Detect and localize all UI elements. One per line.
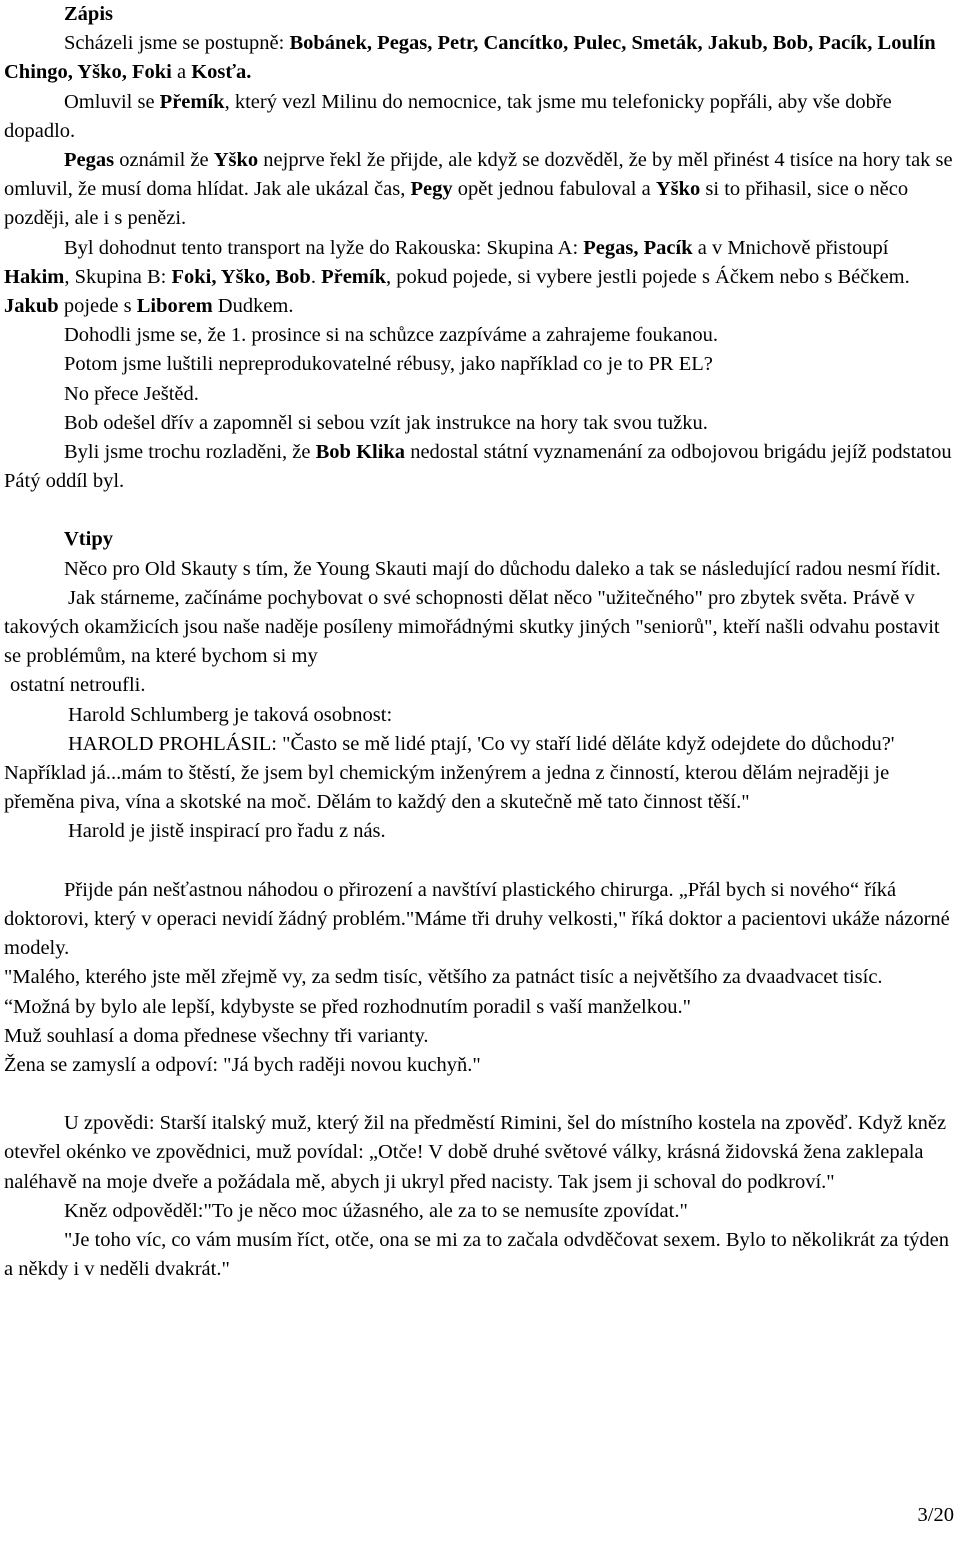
group-b-names: Foki, Yško, Bob [171, 265, 311, 288]
member-name: Přemík [159, 90, 225, 113]
member-name: Yško [655, 178, 701, 201]
section-heading-zapis: Zápis [64, 3, 113, 25]
text-run: Dudkem. [212, 295, 294, 318]
paragraph-apology [4, 88, 954, 146]
text-run: pojede s [58, 295, 137, 318]
text-run: Byl dohodnut tento transport na lyže do Rakouska: Skupina A: [64, 236, 584, 259]
paragraph-bob: Bob odešel dřív a zapomněl si sebou vzít jak instrukce na hory tak svou tužku. [64, 411, 708, 434]
text-run: oznámil že [114, 149, 214, 172]
joke-paragraph: Jak stárneme, začínáme pochybovat o své schopnosti dělat něco "užitečného" pro zbytek světa. Právě v takových okamžicích jsou naše naděje posíleny mimořádnými skutky jiných "seniorů", kteří našli odvahu postavit se problémům, na které bychom si my [4, 586, 940, 668]
text-run: , Skupina B: [64, 265, 172, 288]
paragraph-answer: No přece Ještěd. [64, 382, 199, 405]
member-name: Přemík [321, 265, 386, 288]
member-name: Pegas [64, 149, 115, 172]
joke-harold-intro: Harold Schlumberg je taková osobnost: [68, 703, 393, 726]
paragraph-rebus: Potom jsme luštili nepreprodukovatelné rébusy, jako například co je to PR EL? [64, 353, 713, 376]
text-run: nejprve řekl že přijde, ale když se dozvěděl, že by měl přinést 4 tisíce na hory tak se omluvil, že musí doma hlídat. Jak ale ukázal čas, [4, 149, 953, 201]
paragraph-transport [4, 234, 954, 322]
joke-surgeon-line: "Malého, kterého jste měl zřejmě vy, za sedm tisíc, většího za patnáct tisíc a největšího za dvaadvacet tisíc. [4, 966, 883, 989]
text-run: Omluvil se [64, 90, 160, 113]
joke-harold-outro: Harold je jistě inspirací pro řadu z nás. [68, 820, 386, 843]
text-run: si to přihasil, sice o něco později, ale i s penězi. [4, 178, 909, 230]
joke-intro: Něco pro Old Skauty s tím, že Young Skauti mají do důchodu daleko a tak se následující radou nesmí řídit. [64, 557, 941, 580]
member-name: Jakub [4, 295, 59, 318]
text-run: a v Mnichově přistoupí [692, 236, 889, 259]
joke-surgeon-line: Žena se zamyslí a odpoví: "Já bych raději novou kuchyň." [4, 1053, 481, 1076]
text-run: Scházeli jsme se postupně: [64, 32, 290, 55]
member-name: Bob Klika [315, 441, 406, 464]
spacer [4, 1080, 954, 1109]
page-number: 3/20 [917, 1504, 954, 1526]
member-name: Pegy [410, 178, 453, 201]
joke-confession: U zpovědi: Starší italský muž, který žil na předměstí Rimini, šel do místního kostela na zpověď. Když kněz otevřel okénko ve zpovědnici, muž povídal: „Otče! V době druhé světové války, krásná židovská žena zaklepala naléhavě na moje dveře a požádala mě, abych ji ukryl před nacisty. Tak jsem ji schoval do podkroví." [4, 1112, 947, 1193]
member-name: Hakim [4, 265, 65, 288]
text-run: a [171, 61, 192, 84]
member-name: Yško [213, 149, 259, 172]
joke-harold-quote: HAROLD PROHLÁSIL: "Často se mě lidé ptají, 'Co vy staří lidé děláte když odejdete do důchodu?' Například já...mám to štěstí, že jsem byl chemickým inženýrem a jedna z činností, kterou dělám nejraději je přeměna piva, vína a skotské na moč. Dělám to každý den a skutečně mě tato činnost těší." [4, 732, 895, 814]
joke-confession-line: Kněz odpověděl:"To je něco moc úžasného, ale za to se nemusíte zpovídat." [64, 1199, 688, 1222]
paragraph-klika [4, 438, 954, 496]
joke-surgeon: Přijde pán nešťastnou náhodou o přirození a navštíví plastického chirurga. „Přál bych si nového“ říká doktorovi, který v operaci nevidí žádný problém."Máme tři druhy velkosti," říká doktor a pacientovi ukáže názorné modely. [4, 878, 950, 960]
text-run: , pokud pojede, si vybere jestli pojede s Áčkem nebo s Béčkem. [385, 265, 910, 288]
text-run: nedostal státní vyznamenání za odbojovou brigádu jejíž podstatou Pátý oddíl byl. [4, 441, 952, 493]
text-run: Byli jsme trochu rozladěni, že [64, 441, 316, 464]
text-run: opět jednou fabuloval a [452, 178, 656, 201]
paragraph-agreement: Dohodli jsme se, že 1. prosince si na schůzce zazpíváme a zahrajeme foukanou. [64, 324, 719, 347]
joke-surgeon-line: “Možná by bylo ale lepší, kdybyste se před rozhodnutím poradil s vaší manželkou." [4, 995, 691, 1018]
text-run: . [310, 265, 322, 288]
group-a-names: Pegas, Pacík [583, 236, 693, 259]
section-heading-vtipy: Vtipy [64, 528, 113, 551]
paragraph-pegas [4, 146, 954, 234]
joke-surgeon-line: Muž souhlasí a doma přednese všechny tři varianty. [4, 1024, 429, 1047]
attendee-name: Kosťa. [191, 61, 252, 84]
attendee-names: Bobánek, Pegas, Petr, Cancítko, Pulec, Smeták, Jakub, Bob, Pacík, Loulín Chingo, Yško, Foki [4, 32, 936, 84]
text-run: , který vezl Milinu do nemocnice, tak jsme mu telefonicky popřáli, aby vše dobře dopadlo. [4, 90, 892, 142]
joke-paragraph-end: ostatní netroufli. [10, 674, 146, 697]
joke-confession-line: "Je toho víc, co vám musím říct, otče, ona se mi za to začala odvděčovat sexem. Bylo to několikrát za týden a někdy i v neděli dvakrát." [4, 1228, 950, 1281]
paragraph-attendees [4, 29, 954, 87]
spacer [4, 847, 954, 876]
member-name: Liborem [136, 295, 213, 318]
spacer [4, 496, 954, 525]
